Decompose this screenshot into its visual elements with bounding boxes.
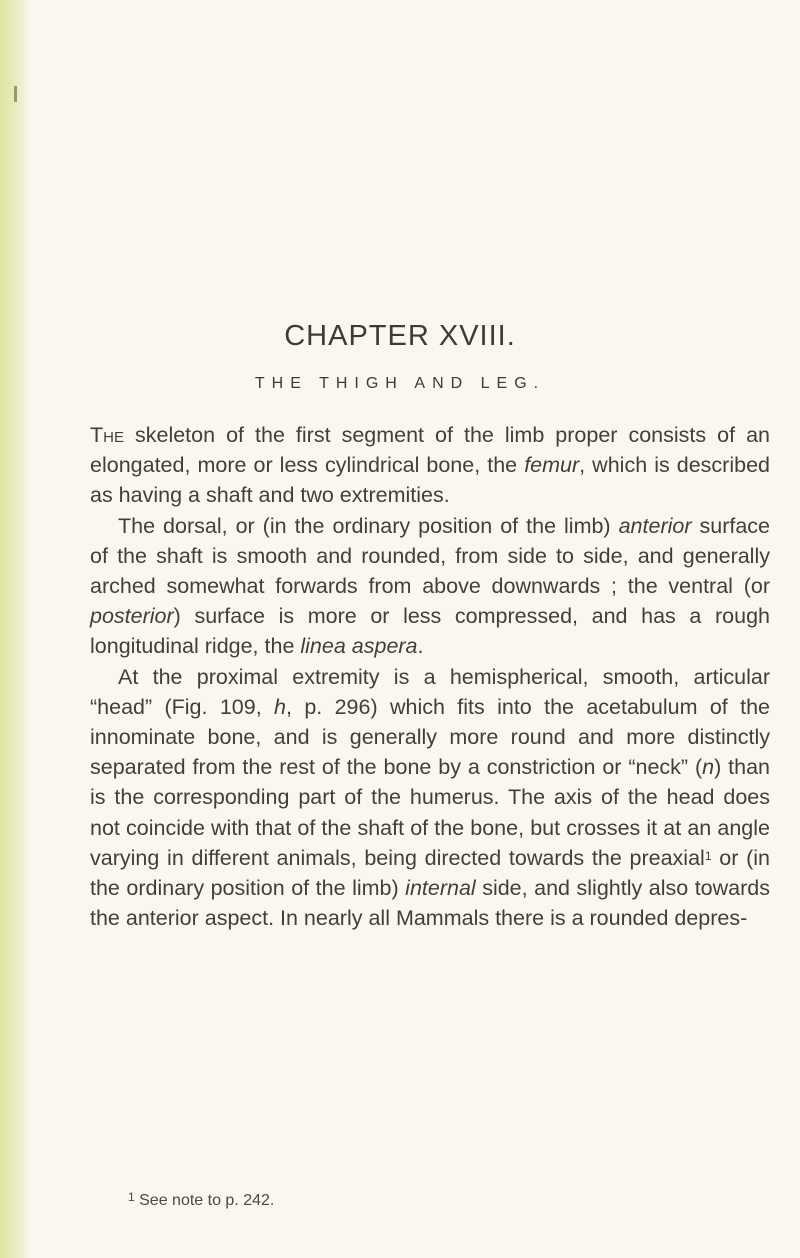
chapter-title: CHAPTER XVIII. — [284, 320, 516, 352]
text-run: side, and slightly also towards the anterior aspect. In nearly all Mammals there is a rounded depres- — [90, 876, 770, 931]
paragraph-3 — [90, 662, 770, 934]
text-run: , which is described as having a shaft and two extremities. — [90, 453, 770, 508]
text-run: . — [417, 634, 424, 659]
footnote-text: See note to p. 242. — [134, 1192, 275, 1209]
text-run: , p. 296) which fits into the acetabulum of the innominate bone, and is generally more round and more distinctly separated from the rest of the bone by a constriction or “neck” ( — [90, 694, 770, 780]
footnote — [128, 1192, 728, 1210]
text-run: or (in the ordinary position of the limb) — [90, 845, 770, 901]
paragraph-1 — [90, 420, 770, 511]
italic-term: femur — [524, 453, 580, 478]
text-run: ) than is the corresponding part of the humerus. The axis of the head does not coincide with that of the shaft of the bone, but crosses it at an angle varying in different animals, being directed towards the preaxial — [90, 755, 770, 870]
text-run: The dorsal, or (in the ordinary position of the limb) — [118, 513, 619, 538]
italic-term: n — [702, 755, 715, 780]
body-text — [90, 420, 770, 933]
italic-term: h — [274, 694, 286, 719]
italic-term: posterior — [90, 604, 174, 629]
lead-word: The — [90, 423, 124, 447]
text-run: ) surface is more or less compressed, and has a rough longitudinal ridge, the — [90, 604, 770, 659]
text-run: At the proximal extremity is a hemispherical, smooth, articular “head” (Fig. 109, — [90, 664, 770, 719]
italic-term: anterior — [618, 513, 692, 538]
text-run: skeleton of the first segment of the limb proper consists of an elongated, more or less cylindrical bone, the — [90, 423, 770, 478]
chapter-subtitle: THE THIGH AND LEG. — [254, 375, 546, 392]
italic-term: internal — [405, 876, 476, 901]
footnote-marker: 1 — [128, 1190, 135, 1204]
paragraph-2 — [90, 511, 770, 662]
footnote-ref: 1 — [704, 848, 712, 863]
italic-term: linea aspera — [300, 634, 418, 659]
text-run: surface of the shaft is smooth and rounded, from side to side, and generally arched somewhat forwards from above downwards ; the ventral (or — [90, 513, 770, 599]
